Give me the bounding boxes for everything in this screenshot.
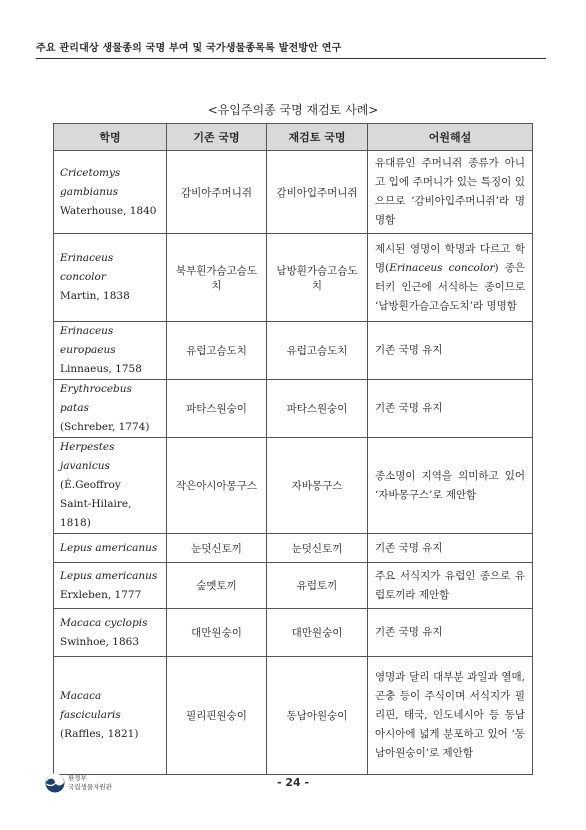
scientific-name-text: Herpestes javanicus	[60, 441, 115, 472]
etymology-text: 종소명이 지역을 의미하고 있어 ‘자바몽구스’로 제안함	[375, 469, 525, 501]
etymology-text: ) 종은 터키 인근에 서식하는 종이므로 ‘남방흰가슴고슴도치’라 명명함	[375, 261, 525, 312]
cell-existing-name: 대만원숭이	[167, 609, 267, 657]
cell-scientific-name	[54, 151, 167, 234]
cell-revised-name: 자바몽구스	[267, 438, 368, 534]
cell-etymology	[368, 657, 533, 775]
scientific-name-text: Cricetomys	[60, 166, 121, 179]
table-row	[54, 151, 533, 234]
cell-revised-name: 대만원숭이	[267, 609, 368, 657]
cell-revised-name: 눈덧신토끼	[267, 534, 368, 563]
column-header-existing-name: 기존 국명	[167, 124, 267, 151]
cell-scientific-name	[54, 534, 167, 563]
table-row	[54, 234, 533, 322]
footer-org-ministry: 환경부	[68, 774, 87, 782]
cell-existing-name: 필리핀원숭이	[167, 657, 267, 775]
cell-scientific-name	[54, 380, 167, 438]
scientific-name-text: Macaca fascicularis	[60, 690, 121, 721]
author-text: (É.Geoffroy	[60, 479, 121, 491]
etymology-text: 기존 국명 유지	[375, 541, 443, 554]
etymology-text: 유대류인 주머니쥐 종류가 아니고 입에 주머니가 있는 특징이 있으므로 ‘감비아입주머니쥐’라 명명함	[375, 157, 525, 226]
table-row	[54, 534, 533, 563]
etymology-text: 영명과 달리 대부분 과일과 열매, 곤충 등이 주식이며 서식지가 필리핀, 태국, 인도네시아 등 동남아시아에 넓게 분포하고 있어 ‘동남아원숭이’로 제안함	[375, 671, 525, 759]
table-row	[54, 322, 533, 380]
cell-scientific-name	[54, 657, 167, 775]
cell-etymology	[368, 380, 533, 438]
cell-scientific-name	[54, 438, 167, 534]
table-header-row	[54, 124, 533, 151]
column-header-revised-name: 재검토 국명	[267, 124, 368, 151]
cell-scientific-name	[54, 609, 167, 657]
cell-existing-name: 감비아주머니쥐	[167, 151, 267, 234]
cell-scientific-name	[54, 234, 167, 322]
cell-etymology	[368, 438, 533, 534]
species-name-table	[53, 123, 533, 775]
table-row	[54, 563, 533, 609]
cell-revised-name: 유럽고슴도치	[267, 322, 368, 380]
etymology-text: 기존 국명 유지	[375, 626, 443, 638]
cell-existing-name: 파타스원숭이	[167, 380, 267, 438]
author-text: (Schreber, 1774)	[60, 421, 150, 433]
page-number: - 24 -	[276, 776, 310, 789]
author-text: Waterhouse, 1840	[60, 204, 157, 217]
etymology-text: 주요 서식지가 유럽인 종으로 유럽토끼라 제안함	[375, 569, 525, 601]
cell-etymology	[368, 534, 533, 563]
column-header-scientific-name: 학명	[54, 124, 167, 151]
cell-existing-name: 숲멧토끼	[167, 563, 267, 609]
scientific-name-text: Macaca cyclopis	[60, 616, 148, 629]
running-header-title: 주요 관리대상 생물종의 국명 부여 및 국가생물종목록 발전방안 연구	[36, 43, 342, 54]
cell-etymology	[368, 609, 533, 657]
cell-etymology	[368, 322, 533, 380]
scientific-name-text: Lepus americanus	[60, 569, 158, 582]
cell-scientific-name	[54, 563, 167, 609]
table-row	[54, 609, 533, 657]
table-body	[54, 151, 533, 775]
author-text: Martin, 1838	[60, 290, 130, 302]
scientific-name-text: gambianus	[60, 185, 119, 198]
cell-revised-name: 동남아원숭이	[267, 657, 368, 775]
cell-revised-name: 남방흰가슴고슴도치	[267, 234, 368, 322]
scientific-name-text: Erinaceus concolor	[60, 252, 114, 283]
cell-scientific-name	[54, 322, 167, 380]
cell-existing-name: 북부흰가슴고슴도치	[167, 234, 267, 322]
author-text: Linnaeus, 1758	[60, 363, 142, 375]
cell-etymology	[368, 151, 533, 234]
cell-revised-name: 감비아입주머니쥐	[267, 151, 368, 234]
table-row	[54, 438, 533, 534]
footer-org-institute: 국립생물자원관	[68, 783, 112, 791]
scientific-name-text: Erythrocebus patas	[60, 383, 132, 414]
scientific-name-text: Erinaceus europaeus	[60, 325, 116, 356]
cell-existing-name: 눈덧신토끼	[167, 534, 267, 563]
author-text: Erxleben, 1777	[60, 588, 142, 601]
author-text: Saint-Hilaire, 1818)	[60, 498, 132, 529]
etymology-text: Erinaceus concolor	[389, 261, 495, 274]
cell-revised-name: 유럽토끼	[267, 563, 368, 609]
table-caption: <유입주의종 국명 재검토 사례>	[207, 103, 379, 117]
cell-etymology	[368, 234, 533, 322]
etymology-text: 기존 국명 유지	[375, 344, 443, 356]
author-text: (Raffles, 1821)	[60, 728, 139, 740]
cell-etymology	[368, 563, 533, 609]
header-rule	[36, 58, 546, 59]
column-header-etymology: 어원해설	[368, 124, 533, 151]
author-text: Swinhoe, 1863	[60, 635, 139, 648]
table-row	[54, 657, 533, 775]
etymology-text: 기존 국명 유지	[375, 402, 443, 414]
etymology-text: 제시된 영명이 학명과 다르고 학명(	[375, 242, 525, 274]
cell-existing-name: 작은아시아몽구스	[167, 438, 267, 534]
table-row	[54, 380, 533, 438]
cell-revised-name: 파타스원숭이	[267, 380, 368, 438]
cell-existing-name: 유럽고슴도치	[167, 322, 267, 380]
scientific-name-text: Lepus americanus	[60, 541, 158, 554]
